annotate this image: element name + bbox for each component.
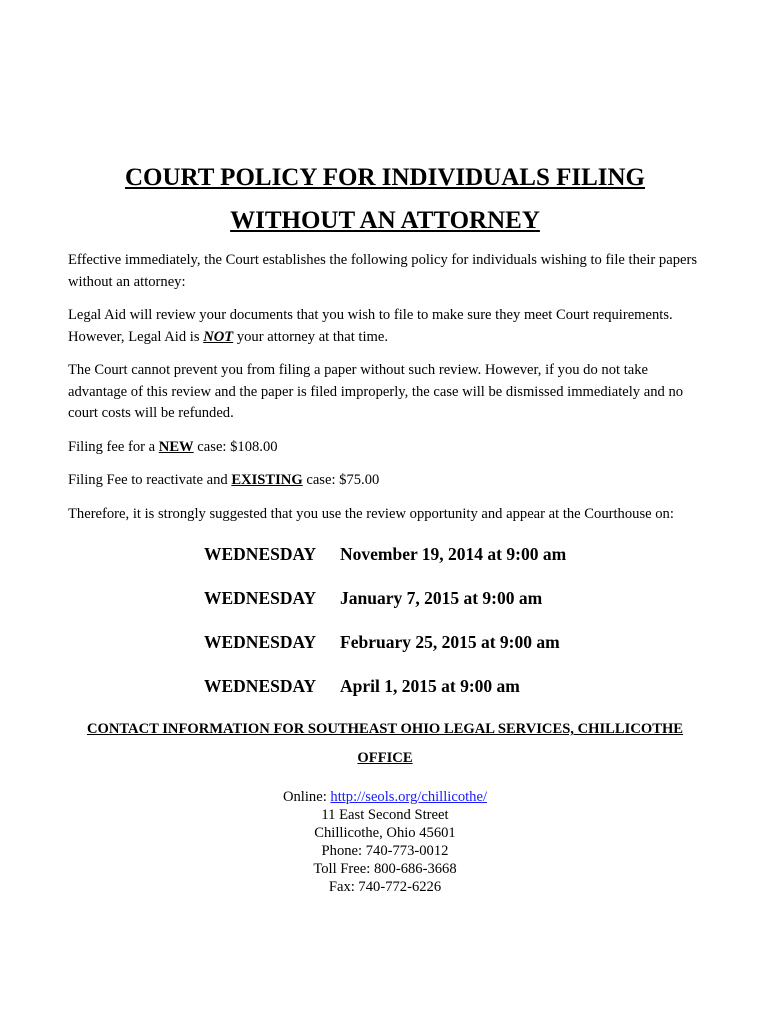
legal-aid-text-2: your attorney at that time.	[233, 328, 388, 345]
review-date-row	[204, 587, 702, 609]
contact-heading-line2: OFFICE	[357, 750, 413, 766]
fee-new-prefix: Filing fee for a	[68, 438, 159, 455]
review-date: April 1, 2015 at 9:00 am	[340, 676, 520, 696]
fee-existing-line	[68, 470, 702, 492]
review-date-row	[204, 631, 702, 653]
document-title-line1: COURT POLICY FOR INDIVIDUALS FILING	[124, 164, 646, 191]
contact-online-line	[68, 788, 702, 806]
contact-info	[68, 788, 702, 896]
review-day: WEDNESDAY	[204, 676, 317, 696]
review-date-row	[204, 543, 702, 565]
review-date: January 7, 2015 at 9:00 am	[340, 588, 543, 608]
contact-website-link[interactable]: http://seols.org/chillicothe/	[330, 789, 488, 805]
review-date: February 25, 2015 at 9:00 am	[340, 632, 560, 652]
contact-phone: Phone: 740-773-0012	[321, 843, 449, 859]
legal-aid-emphasis: NOT	[203, 328, 234, 345]
review-day: WEDNESDAY	[204, 588, 317, 608]
court-review-paragraph: The Court cannot prevent you from filing a paper without such review. However, if you do not take advantage of this review and the paper is filed improperly, the case will be dismissed immediately and no court costs will be refunded.	[68, 362, 684, 421]
contact-online-label: Online:	[282, 789, 331, 805]
document-title-line2: WITHOUT AN ATTORNEY	[230, 207, 540, 234]
review-dates-list	[204, 543, 702, 697]
contact-fax: Fax: 740-772-6226	[328, 879, 442, 895]
contact-heading-line1: CONTACT INFORMATION FOR SOUTHEAST OHIO LEGAL SERVICES, CHILLICOTHE	[86, 721, 684, 737]
legal-aid-text-1: Legal Aid will review your documents that you wish to file to make sure they meet Court requirements. However, Legal Aid is	[68, 307, 673, 345]
contact-toll-free: Toll Free: 800-686-3668	[313, 861, 457, 877]
fee-new-emphasis: NEW	[158, 438, 194, 455]
review-day: WEDNESDAY	[204, 544, 317, 564]
fee-existing-prefix: Filing Fee to reactivate and	[68, 472, 232, 488]
review-day: WEDNESDAY	[204, 632, 317, 652]
fee-new-line	[68, 437, 702, 459]
review-date-row	[204, 675, 702, 697]
contact-address-street: 11 East Second Street	[321, 807, 449, 823]
fee-existing-amount: case: $75.00	[302, 472, 380, 488]
review-date: November 19, 2014 at 9:00 am	[340, 544, 567, 564]
therefore-paragraph: Therefore, it is strongly suggested that you use the review opportunity and appear at the Courthouse on:	[68, 505, 674, 522]
fee-existing-emphasis: EXISTING	[231, 472, 303, 488]
contact-address-city: Chillicothe, Ohio 45601	[314, 825, 456, 841]
fee-new-amount: case: $108.00	[193, 438, 278, 455]
legal-aid-paragraph	[68, 305, 702, 348]
intro-paragraph: Effective immediately, the Court establishes the following policy for individuals wishing to file their papers without an attorney:	[68, 252, 698, 290]
